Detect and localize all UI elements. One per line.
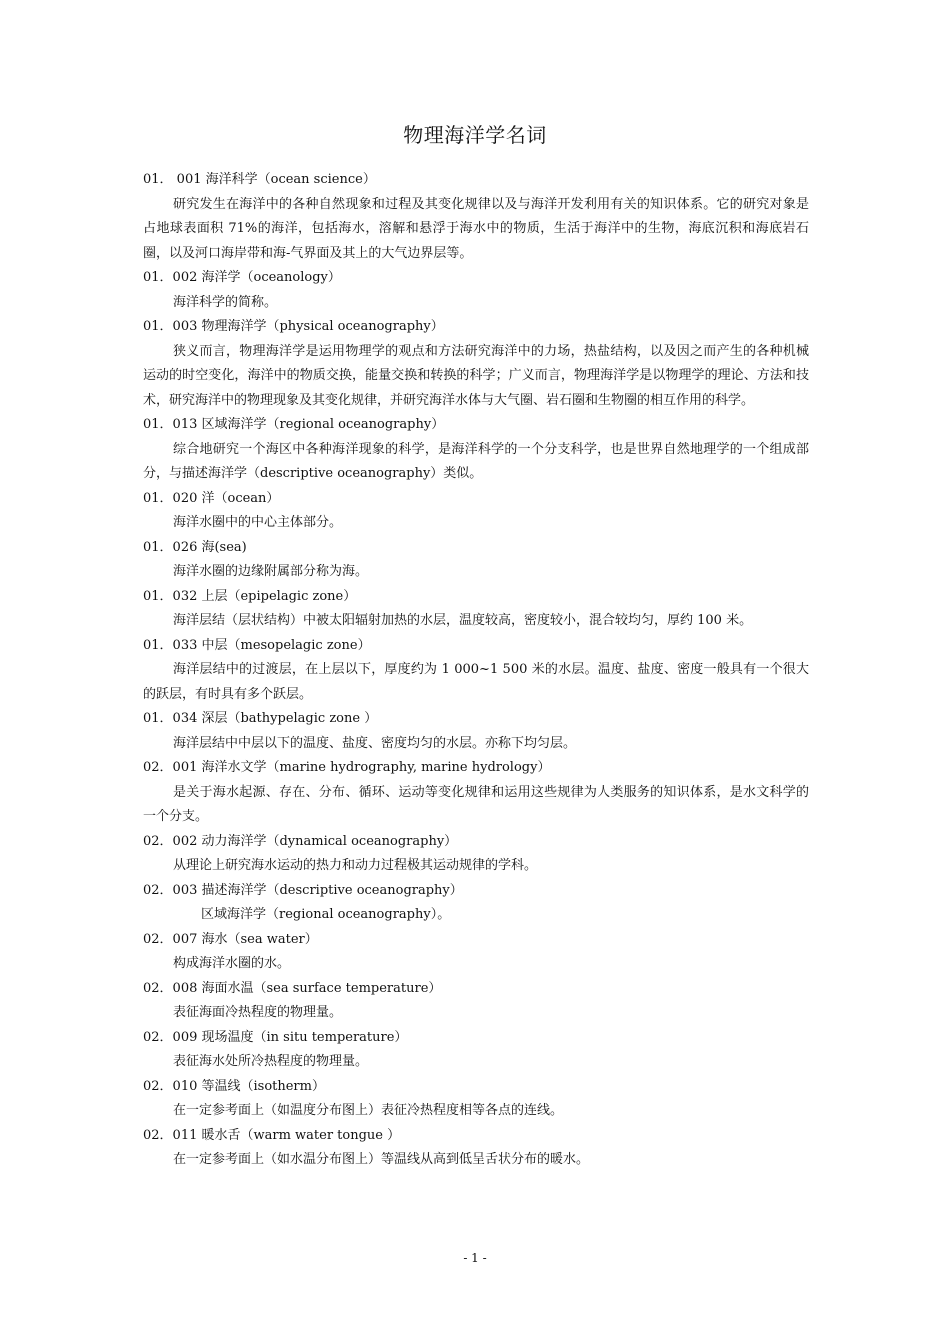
term-definition: 海洋层结中的过渡层，在上层以下，厚度约为 1 000~1 500 米的水层。温度、盐度、密度一般具有一个很大的跃层，有时具有多个跃层。 (143, 662, 809, 702)
page-title: 物理海洋学名词 (403, 123, 547, 147)
term-heading: 02．010 等温线（isotherm） (143, 1078, 325, 1094)
glossary-entry (143, 707, 809, 756)
term-heading: 01．020 洋（ocean） (143, 490, 280, 506)
glossary-entry (143, 1124, 809, 1173)
glossary-entry (143, 585, 809, 634)
term-definition: 海洋科学的简称。 (173, 294, 278, 310)
term-definition: 在一定参考面上（如温度分布图上）表征冷热程度相等各点的连线。 (173, 1103, 564, 1118)
glossary-entry (143, 536, 809, 585)
term-heading: 01．034 深层（bathypelagic zone ） (143, 711, 378, 726)
term-heading: 01． 001 海洋科学（ocean science） (143, 172, 376, 187)
term-definition: 构成海洋水圈的水。 (173, 956, 291, 971)
term-definition: 海洋层结（层状结构）中被太阳辐射加热的水层，温度较高，密度较小，混合较均匀，厚约 100 米。 (173, 613, 753, 628)
term-heading: 02．011 暖水舌（warm water tongue ） (143, 1127, 401, 1143)
term-heading: 01．033 中层（mesopelagic zone） (143, 637, 371, 653)
glossary-entry (143, 315, 809, 413)
term-heading: 02．001 海洋水文学（marine hydrography, marine hydrology） (143, 760, 551, 775)
term-heading: 01．026 海(sea) (143, 539, 247, 555)
term-heading: 02．002 动力海洋学（dynamical oceanography） (143, 833, 458, 849)
glossary-entry (143, 830, 809, 879)
glossary-entry (143, 266, 809, 315)
term-heading: 02．003 描述海洋学（descriptive oceanography） (143, 882, 463, 898)
term-definition: 研究发生在海洋中的各种自然现象和过程及其变化规律以及与海洋开发利用有关的知识体系。它的研究对象是占地球表面积 71%的海洋，包括海水，溶解和悬浮于海水中的物质，生活于海洋中的生物，海底沉积和海底岩石圈，以及河口海岸带和海-气界面及其上的大气边界层等。 (143, 196, 809, 261)
glossary-entry (143, 634, 809, 708)
term-definition: 狭义而言，物理海洋学是运用物理学的观点和方法研究海洋中的力场，热盐结构，以及因之而产生的各种机械运动的时空变化，海洋中的物质交换，能量交换和转换的科学；广义而言，物理海洋学是以物理学的理论、方法和技术，研究海洋中的物理现象及其变化规律，并研究海洋水体与大气圈、岩石圈和生物圈的相互作用的科学。 (143, 343, 809, 408)
glossary-entry (143, 413, 809, 487)
glossary-list (143, 168, 809, 1173)
glossary-entry (143, 977, 809, 1026)
term-definition: 海洋层结中中层以下的温度、盐度、密度均匀的水层。亦称下均匀层。 (173, 735, 577, 751)
term-definition: 海洋水圈的边缘附属部分称为海。 (173, 564, 369, 579)
term-definition: 从理论上研究海水运动的热力和动力过程极其运动规律的学科。 (173, 858, 538, 873)
glossary-entry (143, 168, 809, 266)
term-heading: 02．009 现场温度（in situ temperature） (143, 1029, 408, 1045)
term-definition: 区域海洋学（regional oceanography）。 (201, 907, 451, 922)
term-definition: 在一定参考面上（如水温分布图上）等温线从高到低呈舌状分布的暖水。 (173, 1152, 590, 1167)
term-heading: 01．013 区域海洋学（regional oceanography） (143, 417, 445, 432)
glossary-entry (143, 928, 809, 977)
term-heading: 01．003 物理海洋学（physical oceanography） (143, 319, 444, 334)
term-definition: 是关于海水起源、存在、分布、循环、运动等变化规律和运用这些规律为人类服务的知识体系，是水文科学的一个分支。 (143, 784, 809, 824)
page-number: - 1 - (463, 1251, 487, 1265)
term-definition: 海洋水圈中的中心主体部分。 (173, 515, 343, 530)
glossary-entry (143, 1075, 809, 1124)
term-heading: 01．032 上层（epipelagic zone） (143, 588, 357, 604)
glossary-entry (143, 487, 809, 536)
term-heading: 02．007 海水（sea water） (143, 931, 318, 947)
glossary-entry (143, 1026, 809, 1075)
term-definition: 综合地研究一个海区中各种海洋现象的科学，是海洋科学的一个分支科学，也是世界自然地理学的一个组成部分，与描述海洋学（descriptive oceanography）类似。 (143, 441, 809, 481)
term-definition: 表征海水处所冷热程度的物理量。 (173, 1054, 369, 1069)
glossary-entry (143, 879, 809, 928)
glossary-entry (143, 756, 809, 830)
term-heading: 02．008 海面水温（sea surface temperature） (143, 980, 442, 996)
term-heading: 01．002 海洋学（oceanology） (143, 270, 341, 285)
term-definition: 表征海面冷热程度的物理量。 (173, 1005, 343, 1020)
